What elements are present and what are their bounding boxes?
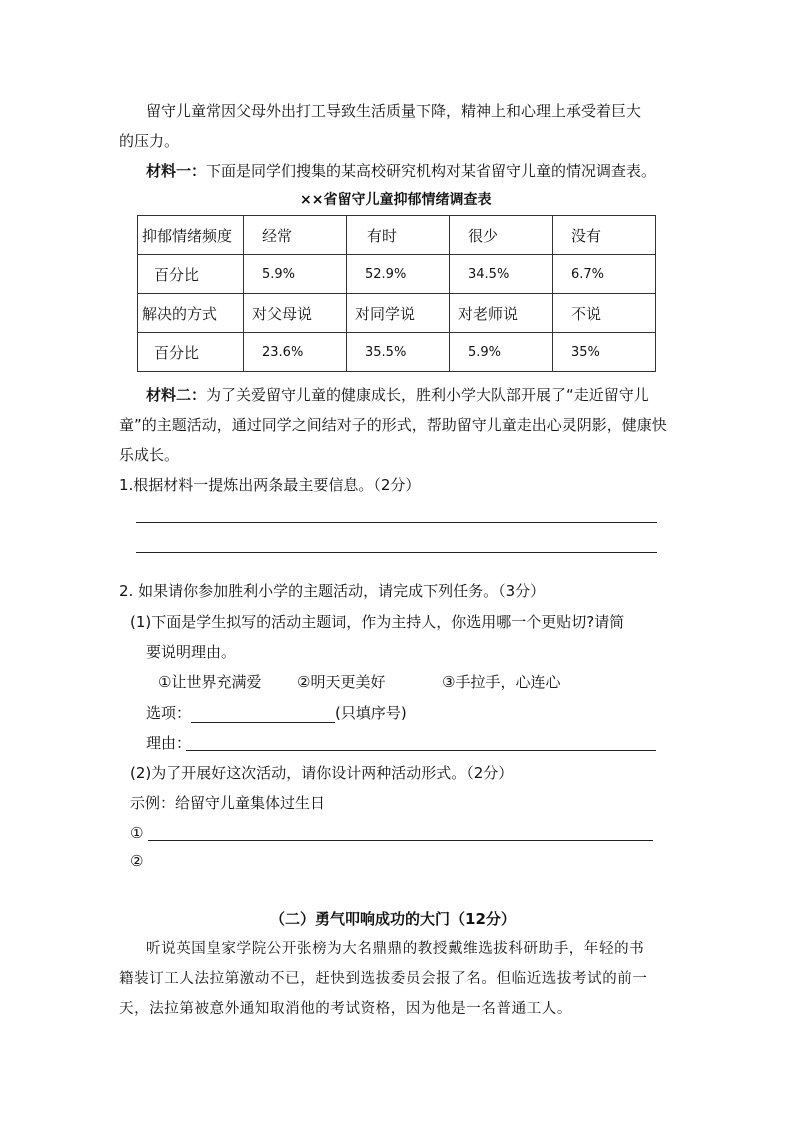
question-1: 1.根据材料一提炼出两条最主要信息。（2分）: [119, 476, 421, 494]
survey-table: [137, 215, 656, 372]
table-cell: 35.5%: [347, 333, 450, 372]
example-text: 示例：给留守儿童集体过生日: [130, 794, 326, 812]
material-2-line-2: 童”的主题活动，通过同学之间结对子的形式，帮助留守儿童走出心灵阴影，健康快: [119, 416, 667, 434]
table-row: [138, 294, 656, 333]
section-2-line-3: 天，法拉第被意外通知取消他的考试资格，因为他是一名普通工人。: [119, 1001, 572, 1017]
table-row: [138, 333, 656, 372]
table-cell: 很少: [450, 216, 553, 255]
reason-blank[interactable]: [186, 750, 656, 751]
answer-line-2[interactable]: [136, 552, 657, 553]
table-cell: 对同学说: [347, 294, 450, 333]
table-cell: 经常: [244, 216, 347, 255]
table-cell: 5.9%: [450, 333, 553, 372]
theme-option-3: ③手拉手，心连心: [442, 673, 561, 691]
theme-option-1: ①让世界充满爱: [158, 673, 262, 691]
section-2-line-1: 听说英国皇家学院公开张榜为大名鼎鼎的教授戴维选拔科研助手，年轻的书: [146, 941, 645, 957]
material-1-label: 材料一：: [146, 162, 207, 180]
question-2: 2. 如果请你参加胜利小学的主题活动，请完成下列任务。（3分）: [119, 582, 546, 600]
choice-hint: (只填序号): [335, 704, 407, 722]
table-cell: 不说: [553, 294, 656, 333]
table-cell: 6.7%: [553, 255, 656, 294]
theme-option-2: ②明天更美好: [297, 673, 386, 691]
question-2-sub-2: (2)为了开展好这次活动，请你设计两种活动形式。（2分）: [130, 764, 514, 782]
choice-blank[interactable]: [191, 706, 335, 723]
section-2-line-2: 籍装订工人法拉第激动不已，赶快到选拔委员会报了名。但临近选拔考试的前一: [119, 971, 648, 987]
material-2-text: 为了关爱留守儿童的健康成长，胜利小学大队部开展了“走近留守儿: [206, 386, 649, 404]
table-cell: 百分比: [138, 255, 244, 294]
activity-blank-1[interactable]: [148, 840, 653, 841]
table-row: [138, 216, 656, 255]
table-cell: 23.6%: [244, 333, 347, 372]
question-2-sub-1-line-2: 要说明理由。: [146, 643, 237, 661]
material-2-line-1: [146, 385, 649, 405]
table-cell: 解决的方式: [138, 294, 244, 333]
table-title: ××省留守儿童抑郁情绪调查表: [300, 192, 492, 208]
question-2-sub-1-line-1: (1)下面是学生拟写的活动主题词，作为主持人，你选用哪一个更贴切?请简: [130, 613, 625, 631]
table-cell: 5.9%: [244, 255, 347, 294]
table-cell: 有时: [347, 216, 450, 255]
blank-marker-2: ②: [130, 852, 144, 870]
table-cell: 抑郁情绪频度: [138, 216, 244, 255]
table-cell: 52.9%: [347, 255, 450, 294]
answer-line-1[interactable]: [136, 522, 657, 523]
material-2-label: 材料二：: [146, 386, 207, 404]
table-cell: 没有: [553, 216, 656, 255]
table-cell: 对老师说: [450, 294, 553, 333]
material-1-text: 下面是同学们搜集的某高校研究机构对某省留守儿童的情况调查表。: [206, 162, 657, 180]
choice-label: 选项：: [146, 704, 192, 722]
reason-label: 理由：: [146, 734, 192, 752]
table-row: [138, 255, 656, 294]
blank-marker-1: ①: [130, 824, 144, 842]
table-cell: 35%: [553, 333, 656, 372]
intro-line-1: 留守儿童常因父母外出打工导致生活质量下降，精神上和心理上承受着巨大: [146, 102, 642, 120]
choice-row: [146, 703, 407, 723]
table-cell: 百分比: [138, 333, 244, 372]
intro-line-2: 的压力。: [119, 132, 180, 150]
table-cell: 对父母说: [244, 294, 347, 333]
section-2-title: （二）勇气叩响成功的大门（12分）: [270, 910, 516, 928]
material-1: [146, 161, 656, 181]
table-cell: 34.5%: [450, 255, 553, 294]
material-2-line-3: 乐成长。: [119, 446, 180, 464]
